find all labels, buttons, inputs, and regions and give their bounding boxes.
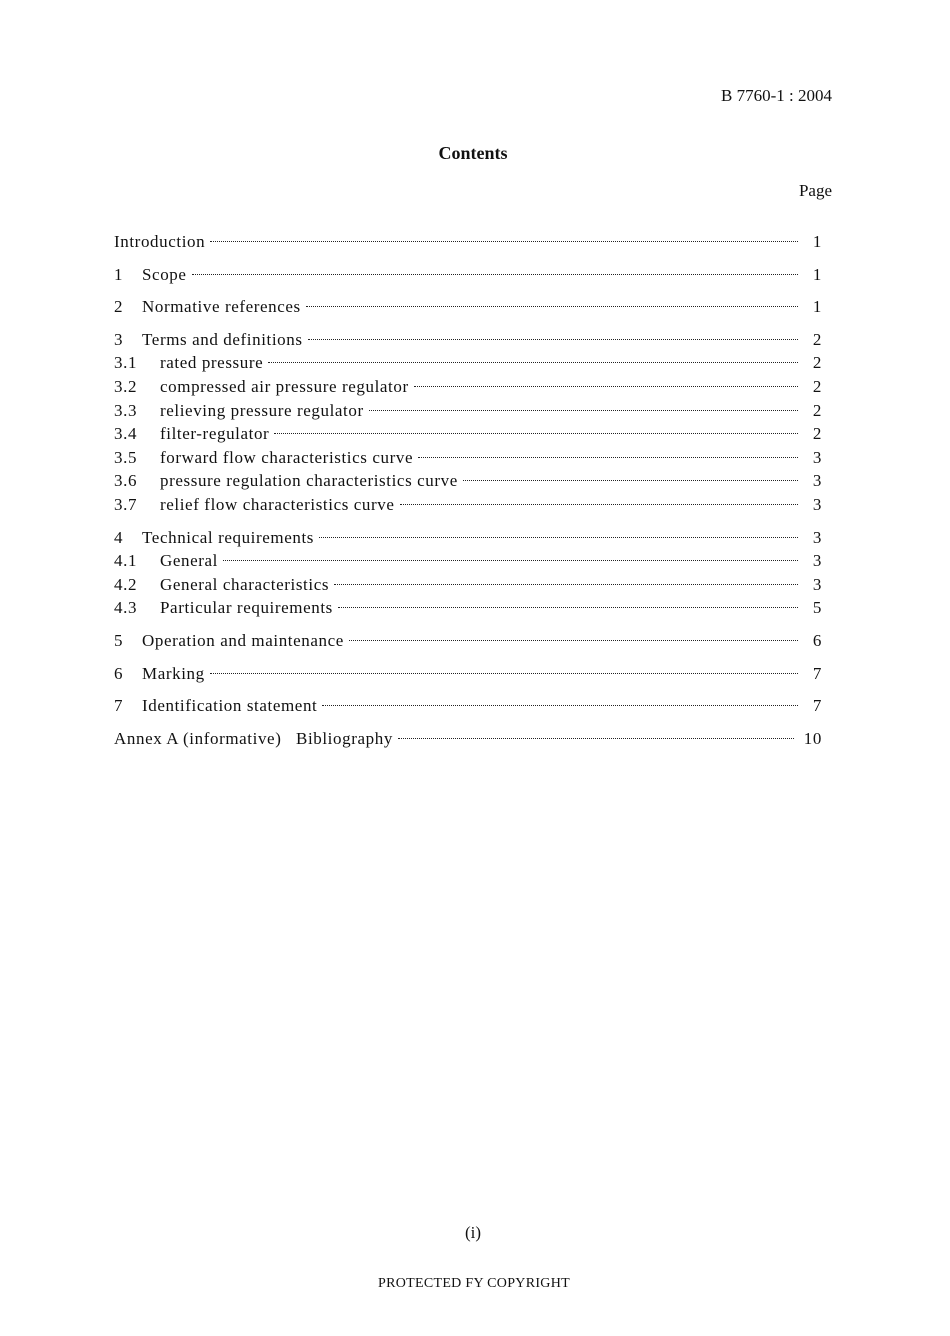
toc-entry-number: 4.2 (114, 574, 138, 594)
toc-entry-page: 2 (812, 400, 822, 420)
toc-entry-number: 3.2 (114, 376, 138, 396)
toc-entry-number: 6 (114, 663, 124, 683)
toc-entry-page: 2 (812, 376, 822, 396)
page-title: Contents (438, 143, 508, 163)
toc-entry-particular-requirements[interactable] (114, 596, 822, 620)
toc-entry-annex-a-bibliography[interactable] (114, 727, 822, 751)
toc-entry-introduction[interactable] (114, 230, 822, 254)
toc-entry-number: 3.5 (114, 447, 138, 467)
toc-entry-label: compressed air pressure regulator (160, 376, 409, 396)
toc-entry-number: 7 (114, 696, 124, 716)
dot-leader (322, 705, 798, 706)
toc-entry-page: 2 (812, 329, 822, 349)
toc-entry-label: forward flow characteristics curve (160, 447, 414, 467)
toc-entry-page: 7 (812, 663, 822, 683)
toc-entry-label: relieving pressure regulator (160, 400, 364, 420)
dot-leader (223, 560, 798, 561)
dot-leader (414, 386, 798, 387)
toc-entry-label: rated pressure (160, 353, 264, 373)
toc-entry-identification-statement[interactable] (114, 694, 822, 718)
toc-entry-general[interactable] (114, 549, 822, 573)
toc-entry-number: 3.6 (114, 471, 138, 491)
toc-entry-relief-flow-curve[interactable] (114, 493, 822, 517)
table-of-contents (114, 230, 822, 750)
toc-entry-rated-pressure[interactable] (114, 351, 822, 375)
dot-leader (210, 241, 798, 242)
toc-entry-page: 1 (812, 232, 822, 251)
toc-entry-page: 6 (812, 630, 822, 650)
toc-entry-number: 1 (114, 264, 124, 284)
dot-leader (349, 640, 798, 641)
page-column-label: Page (798, 181, 832, 200)
toc-entry-operation-and-maintenance[interactable] (114, 629, 822, 653)
toc-entry-label: Normative references (142, 297, 301, 317)
toc-entry-marking[interactable] (114, 662, 822, 686)
toc-entry-page: 3 (812, 551, 822, 571)
dot-leader (369, 410, 798, 411)
toc-entry-page: 1 (812, 264, 822, 284)
toc-entry-label: General (160, 551, 218, 571)
dot-leader (192, 274, 798, 275)
toc-entry-label: Particular requirements (160, 598, 333, 618)
toc-entry-label: Marking (142, 663, 205, 683)
toc-entry-number: 4.1 (114, 551, 138, 571)
toc-entry-page: 3 (812, 494, 822, 514)
toc-entry-page: 10 (803, 728, 822, 748)
toc-entry-compressed-air-pressure-regulator[interactable] (114, 375, 822, 399)
toc-entry-pressure-regulation-curve[interactable] (114, 469, 822, 493)
toc-entry-number: 4.3 (114, 598, 138, 618)
page-folio: (i) (464, 1223, 482, 1242)
toc-entry-label: Annex A (informative) Bibliography (114, 728, 393, 748)
toc-entry-number: 3.1 (114, 353, 138, 373)
toc-entry-number: 4 (114, 527, 124, 547)
toc-entry-page: 3 (812, 574, 822, 594)
toc-entry-label: Identification statement (142, 696, 318, 716)
dot-leader (268, 362, 798, 363)
toc-entry-general-characteristics[interactable] (114, 573, 822, 597)
toc-entry-label: Scope (142, 264, 187, 284)
dot-leader (463, 480, 798, 481)
toc-entry-page: 5 (812, 598, 822, 618)
toc-entry-label: Technical requirements (142, 527, 315, 547)
toc-entry-page: 3 (812, 447, 822, 467)
dot-leader (400, 504, 798, 505)
toc-entry-page: 3 (812, 527, 822, 547)
toc-entry-label: pressure regulation characteristics curve (160, 471, 458, 491)
dot-leader (274, 433, 798, 434)
toc-entry-page: 1 (812, 297, 822, 317)
dot-leader (308, 339, 798, 340)
toc-entry-page: 2 (812, 424, 822, 444)
toc-entry-page: 7 (812, 696, 822, 716)
document-id: B 7760-1 : 2004 (721, 86, 832, 105)
dot-leader (334, 584, 798, 585)
dot-leader (418, 457, 798, 458)
toc-entry-filter-regulator[interactable] (114, 422, 822, 446)
toc-entry-label: Operation and maintenance (142, 630, 344, 650)
toc-entry-technical-requirements[interactable] (114, 526, 822, 550)
dot-leader (319, 537, 798, 538)
toc-entry-scope[interactable] (114, 263, 822, 287)
toc-entry-number: 3.7 (114, 494, 138, 514)
toc-entry-normative-references[interactable] (114, 295, 822, 319)
toc-entry-page: 3 (812, 471, 822, 491)
dot-leader (338, 607, 798, 608)
dot-leader (210, 673, 798, 674)
dot-leader (398, 738, 794, 739)
toc-entry-label: filter-regulator (160, 424, 270, 444)
toc-entry-page: 2 (812, 353, 822, 373)
toc-entry-label: Introduction (114, 232, 206, 251)
toc-entry-number: 2 (114, 297, 124, 317)
copyright-footer: PROTECTED FY COPYRIGHT (378, 1276, 570, 1291)
toc-entry-label: Terms and definitions (142, 329, 303, 349)
dot-leader (306, 306, 798, 307)
toc-entry-relieving-pressure-regulator[interactable] (114, 399, 822, 423)
toc-entry-number: 3.4 (114, 424, 138, 444)
toc-entry-label: relief flow characteristics curve (160, 494, 395, 514)
toc-entry-number: 3.3 (114, 400, 138, 420)
toc-entry-number: 5 (114, 630, 124, 650)
toc-entry-number: 3 (114, 329, 124, 349)
toc-entry-forward-flow-curve[interactable] (114, 446, 822, 470)
toc-entry-terms-and-definitions[interactable] (114, 328, 822, 352)
toc-entry-label: General characteristics (160, 574, 330, 594)
